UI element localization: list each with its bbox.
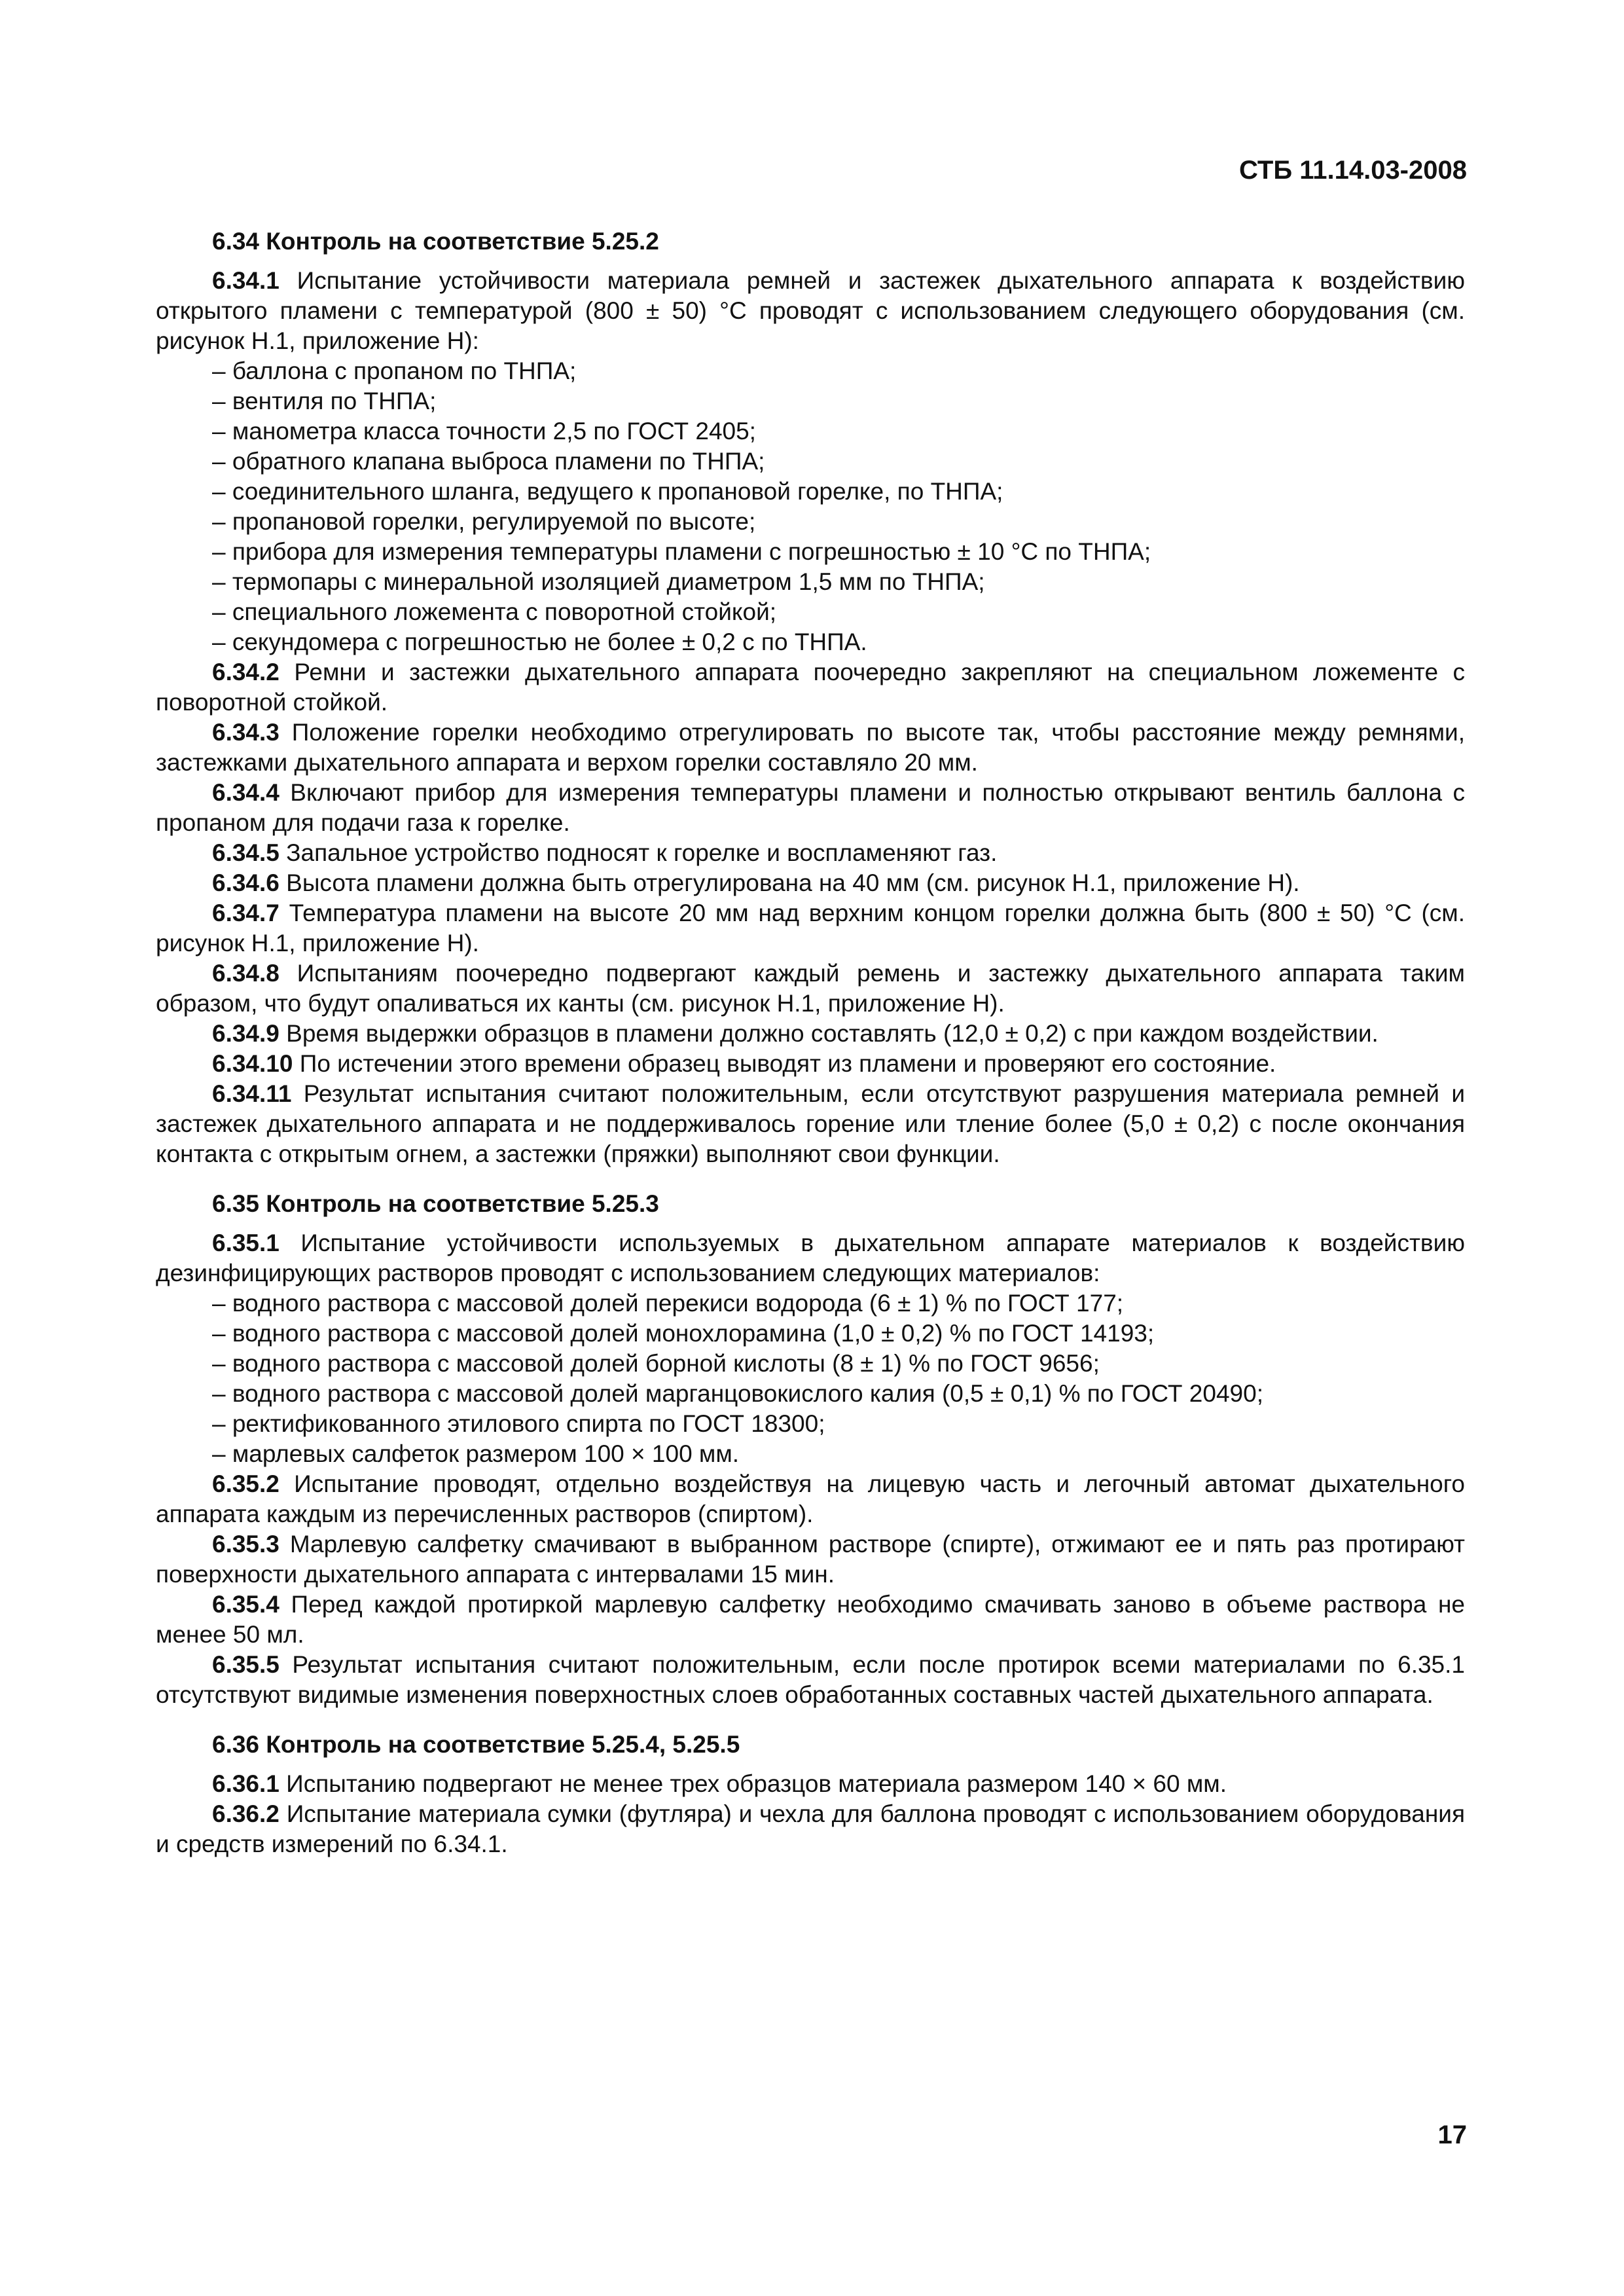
paragraph-6-34-4 <box>156 778 1465 838</box>
clause-number: 6.36.1 <box>212 1770 280 1797</box>
paragraph-6-35-4 <box>156 1590 1465 1650</box>
clause-number: 6.34.1 <box>212 267 280 294</box>
materials-list <box>156 1288 1465 1469</box>
list-item: – обратного клапана выброса пламени по ТНПА; <box>212 448 765 475</box>
clause-text: Температура пламени на высоте 20 мм над верхним концом горелки должна быть (800 ± 50) °С (см. рисунок Н.1, приложение Н). <box>156 900 1466 957</box>
clause-text: Испытание проводят, отдельно воздействуя на лицевую часть и легочный автомат дыхательного аппарата каждым из перечисленных растворов (спиртом). <box>156 1470 1466 1527</box>
clause-number: 6.34.2 <box>212 659 280 685</box>
list-item: – вентиля по ТНПА; <box>212 388 437 414</box>
clause-number: 6.35.2 <box>212 1470 280 1497</box>
paragraph-6-34-1 <box>156 266 1465 356</box>
clause-text: Положение горелки необходимо отрегулировать по высоте так, чтобы расстояние между ремнями, застежками дыхательного аппарата и верхом горелки составляло 20 мм. <box>156 719 1466 776</box>
clause-text: Испытание устойчивости материала ремней и застежек дыхательного аппарата к воздействию открытого пламени с температурой (800 ± 50) °С проводят с использованием следующего оборудования (см. рисунок Н.1, приложение Н): <box>156 267 1466 354</box>
list-item: – прибора для измерения температуры пламени с погрешностью ± 10 °С по ТНПА; <box>212 538 1151 565</box>
paragraph-6-34-10 <box>156 1049 1465 1079</box>
list-item: – секундомера с погрешностью не более ± 0,2 с по ТНПА. <box>212 629 867 655</box>
list-item: – соединительного шланга, ведущего к пропановой горелке, по ТНПА; <box>212 478 1003 505</box>
clause-number: 6.35.4 <box>212 1591 280 1618</box>
paragraph-6-34-9 <box>156 1019 1465 1049</box>
paragraph-6-34-11 <box>156 1079 1465 1169</box>
clause-text: Время выдержки образцов в пламени должно составлять (12,0 ± 0,2) с при каждом воздействии. <box>286 1020 1379 1047</box>
list-item: – специального ложемента с поворотной стойкой; <box>212 598 777 625</box>
paragraph-6-35-3 <box>156 1529 1465 1590</box>
clause-number: 6.36.2 <box>212 1800 280 1827</box>
equipment-list <box>156 356 1465 657</box>
paragraph-6-36-2 <box>156 1799 1465 1859</box>
clause-text: Испытание материала сумки (футляра) и чехла для баллона проводят с использованием оборудования и средств измерений по 6.34.1. <box>156 1800 1466 1857</box>
list-item: – пропановой горелки, регулируемой по высоте; <box>212 508 756 535</box>
clause-text: Запальное устройство подносят к горелке и воспламеняют газ. <box>286 839 998 866</box>
clause-number: 6.34.10 <box>212 1050 293 1077</box>
clause-text: Включают прибор для измерения температуры пламени и полностью открывают вентиль баллона с пропаном для подачи газа к горелке. <box>156 779 1466 836</box>
document-body <box>156 227 1465 1859</box>
list-item: – водного раствора с массовой долей марганцовокислого калия (0,5 ± 0,1) % по ГОСТ 20490; <box>212 1380 1263 1407</box>
clause-number: 6.34.5 <box>212 839 280 866</box>
section-heading-6-36: 6.36 Контроль на соответствие 5.25.4, 5.25.5 <box>212 1731 740 1758</box>
list-item: – ректификованного этилового спирта по ГОСТ 18300; <box>212 1410 825 1437</box>
list-item: – термопары с минеральной изоляцией диаметром 1,5 мм по ТНПА; <box>212 568 985 595</box>
clause-text: Результат испытания считают положительным, если после протирок всеми материалами по 6.35.1 отсутствуют видимые изменения поверхностных слоев обработанных составных частей дыхательного аппарата. <box>156 1651 1465 1708</box>
paragraph-6-34-3 <box>156 718 1465 778</box>
list-item: – баллона с пропаном по ТНПА; <box>212 357 577 384</box>
paragraph-6-35-5 <box>156 1650 1465 1710</box>
page-number: 17 <box>1437 2121 1467 2149</box>
clause-number: 6.35.1 <box>212 1230 280 1256</box>
section-heading-6-34: 6.34 Контроль на соответствие 5.25.2 <box>212 228 659 255</box>
clause-text: Испытанию подвергают не менее трех образцов материала размером 140 × 60 мм. <box>286 1770 1227 1797</box>
list-item: – манометра класса точности 2,5 по ГОСТ 2405; <box>212 418 756 445</box>
clause-number: 6.35.3 <box>212 1531 280 1558</box>
clause-text: Испытание устойчивости используемых в дыхательном аппарате материалов к воздействию дезинфицирующих растворов проводят с использованием следующих материалов: <box>156 1230 1465 1286</box>
clause-text: Испытаниям поочередно подвергают каждый ремень и застежку дыхательного аппарата таким образом, что будут опаливаться их канты (см. рисунок Н.1, приложение Н). <box>156 960 1465 1017</box>
clause-number: 6.34.7 <box>212 900 280 926</box>
section-heading-6-35: 6.35 Контроль на соответствие 5.25.3 <box>212 1190 659 1217</box>
clause-text: Марлевую салфетку смачивают в выбранном растворе (спирте), отжимают ее и пять раз протирают поверхности дыхательного аппарата с интервалами 15 мин. <box>156 1531 1466 1588</box>
clause-text: Перед каждой протиркой марлевую салфетку необходимо смачивать заново в объеме раствора не менее 50 мл. <box>156 1591 1466 1648</box>
document-code: СТБ 11.14.03-2008 <box>1239 156 1467 185</box>
paragraph-6-34-6 <box>156 868 1465 898</box>
clause-number: 6.34.6 <box>212 869 280 896</box>
clause-number: 6.35.5 <box>212 1651 280 1678</box>
clause-number: 6.34.8 <box>212 960 280 987</box>
clause-text: По истечении этого времени образец выводят из пламени и проверяют его состояние. <box>299 1050 1276 1077</box>
list-item: – водного раствора с массовой долей перекиси водорода (6 ± 1) % по ГОСТ 177; <box>212 1290 1124 1317</box>
paragraph-6-35-1 <box>156 1228 1465 1288</box>
list-item: – водного раствора с массовой долей борной кислоты (8 ± 1) % по ГОСТ 9656; <box>212 1350 1100 1377</box>
clause-number: 6.34.11 <box>212 1080 292 1107</box>
list-item: – марлевых салфеток размером 100 × 100 мм. <box>212 1440 740 1467</box>
clause-text: Ремни и застежки дыхательного аппарата поочередно закрепляют на специальном ложементе с поворотной стойкой. <box>156 659 1466 716</box>
clause-number: 6.34.9 <box>212 1020 280 1047</box>
paragraph-6-34-2 <box>156 657 1465 718</box>
paragraph-6-34-8 <box>156 958 1465 1019</box>
paragraph-6-36-1 <box>156 1769 1465 1799</box>
clause-text: Высота пламени должна быть отрегулирована на 40 мм (см. рисунок Н.1, приложение Н). <box>286 869 1300 896</box>
paragraph-6-35-2 <box>156 1469 1465 1529</box>
list-item: – водного раствора с массовой долей монохлорамина (1,0 ± 0,2) % по ГОСТ 14193; <box>212 1320 1155 1347</box>
clause-number: 6.34.4 <box>212 779 280 806</box>
paragraph-6-34-5 <box>156 838 1465 868</box>
clause-number: 6.34.3 <box>212 719 280 746</box>
paragraph-6-34-7 <box>156 898 1465 958</box>
clause-text: Результат испытания считают положительным, если отсутствуют разрушения материала ремней и застежек дыхательного аппарата и не поддерживалось горение или тление более (5,0 ± 0,2) с после окончания контакта с открытым огнем, а застежки (пряжки) выполняют свои функции. <box>156 1080 1465 1167</box>
